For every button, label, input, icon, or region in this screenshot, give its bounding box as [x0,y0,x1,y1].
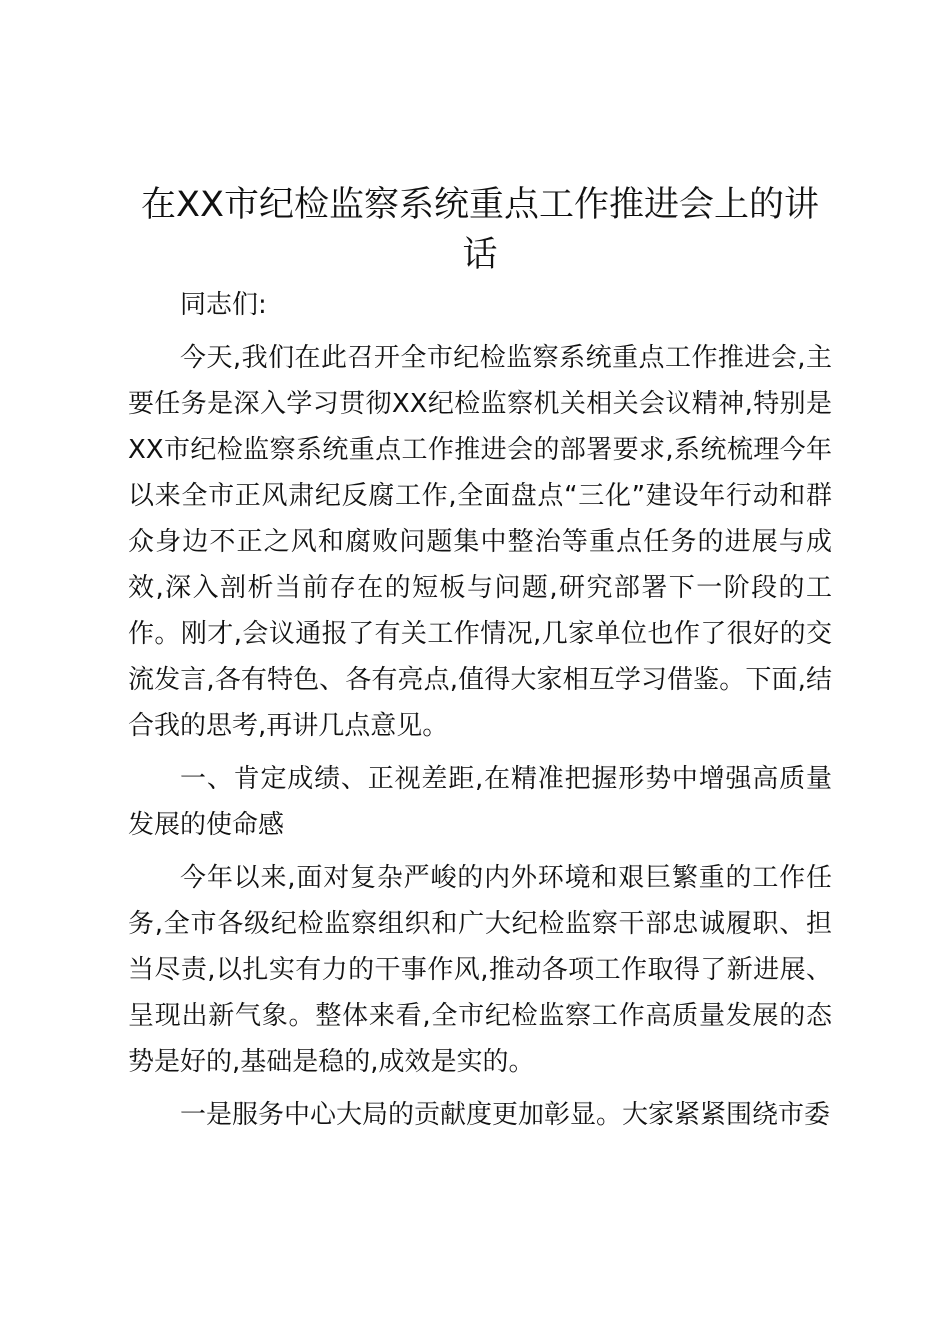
document-body [128,282,832,1138]
paragraph-achievements: 今年以来,面对复杂严峻的内外环境和艰巨繁重的工作任务,全市各级纪检监察组织和广大纪检监察干部忠诚履职、担当尽责,以扎实有力的干事作风,推动各项工作取得了新进展、呈现出新气象。整体来看,全市纪检监察工作高质量发展的态势是好的,基础是稳的,成效是实的。 [128,863,832,1077]
salutation: 同志们: [180,290,267,320]
section-heading-1: 一、肯定成绩、正视差距,在精准把握形势中增强高质量发展的使命感 [128,764,832,840]
paragraph-point-1: 一是服务中心大局的贡献度更加彰显。大家紧紧围绕市委 [180,1100,831,1130]
document-title: 在XX市纪检监察系统重点工作推进会上的讲话 [141,185,819,275]
paragraph-opening: 今天,我们在此召开全市纪检监察系统重点工作推进会,主要任务是深入学习贯彻XX纪检监察机关相关会议精神,特别是XX市纪检监察系统重点工作推进会的部署要求,系统梳理今年以来全市正风肃纪反腐工作,全面盘点“三化”建设年行动和群众身边不正之风和腐败问题集中整治等重点任务的进展与成效,深入剖析当前存在的短板与问题,研究部署下一阶段的工作。刚才,会议通报了有关工作情况,几家单位也作了很好的交流发言,各有特色、各有亮点,值得大家相互学习借鉴。下面,结合我的思考,再讲几点意见。 [128,343,832,741]
